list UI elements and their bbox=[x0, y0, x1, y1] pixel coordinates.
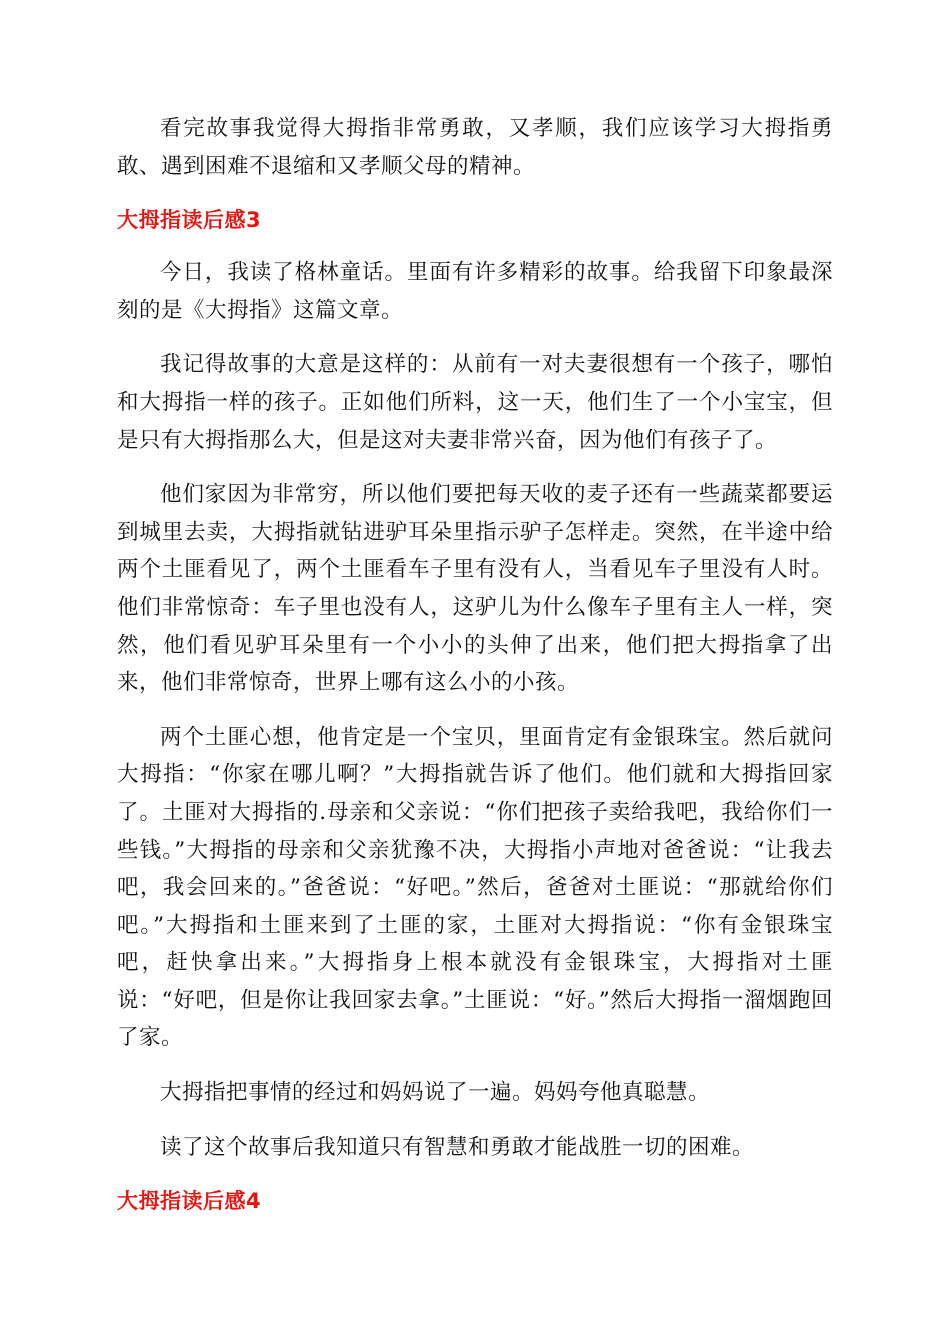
paragraph: 读了这个故事后我知道只有智慧和勇敢才能战胜一切的困难。 bbox=[160, 1134, 755, 1160]
section-heading: 大拇指读后感3 bbox=[117, 208, 262, 233]
paragraph: 看完故事我觉得大拇指非常勇敢，又孝顺，我们应该学习大拇指勇敢、遇到困难不退缩和又孝顺父母的精神。 bbox=[117, 116, 833, 179]
document-body bbox=[117, 110, 833, 1235]
paragraph: 今日，我读了格林童话。里面有许多精彩的故事。给我留下印象最深刻的是《大拇指》这篇文章。 bbox=[117, 260, 833, 323]
section-heading: 大拇指读后感4 bbox=[117, 1189, 262, 1214]
paragraph: 他们家因为非常穷，所以他们要把每天收的麦子还有一些蔬菜都要运到城里去卖，大拇指就钻进驴耳朵里指示驴子怎样走。突然，在半途中给两个土匪看见了，两个土匪看车子里有没有人，当看见车子里没有人时。他们非常惊奇：车子里也没有人，这驴儿为什么像车子里有主人一样，突然，他们看见驴耳朵里有一个小小的头伸了出来，他们把大拇指拿了出来，他们非常惊奇，世界上哪有这么小的小孩。 bbox=[117, 482, 833, 696]
paragraph: 大拇指把事情的经过和妈妈说了一遍。妈妈夸他真聪慧。 bbox=[160, 1080, 711, 1106]
paragraph: 我记得故事的大意是这样的：从前有一对夫妻很想有一个孩子，哪怕和大拇指一样的孩子。正如他们所料，这一天，他们生了一个小宝宝，但是只有大拇指那么大，但是这对夫妻非常兴奋，因为他们有孩子了。 bbox=[117, 352, 833, 453]
paragraph: 两个土匪心想，他肯定是一个宝贝，里面肯定有金银珠宝。然后就问大拇指：“你家在哪儿啊？”大拇指就告诉了他们。他们就和大拇指回家了。土匪对大拇指的.母亲和父亲说：“你们把孩子卖给我吧，我给你们一些钱。”大拇指的母亲和父亲犹豫不决，大拇指小声地对爸爸说：“让我去吧，我会回来的。”爸爸说：“好吧。”然后，爸爸对土匪说：“那就给你们吧。”大拇指和土匪来到了土匪的家，土匪对大拇指说：“你有金银珠宝吧，赶快拿出来。”大拇指身上根本就没有金银珠宝，大拇指对土匪说：“好吧，但是你让我回家去拿。”土匪说：“好。”然后大拇指一溜烟跑回了家。 bbox=[117, 724, 833, 1051]
